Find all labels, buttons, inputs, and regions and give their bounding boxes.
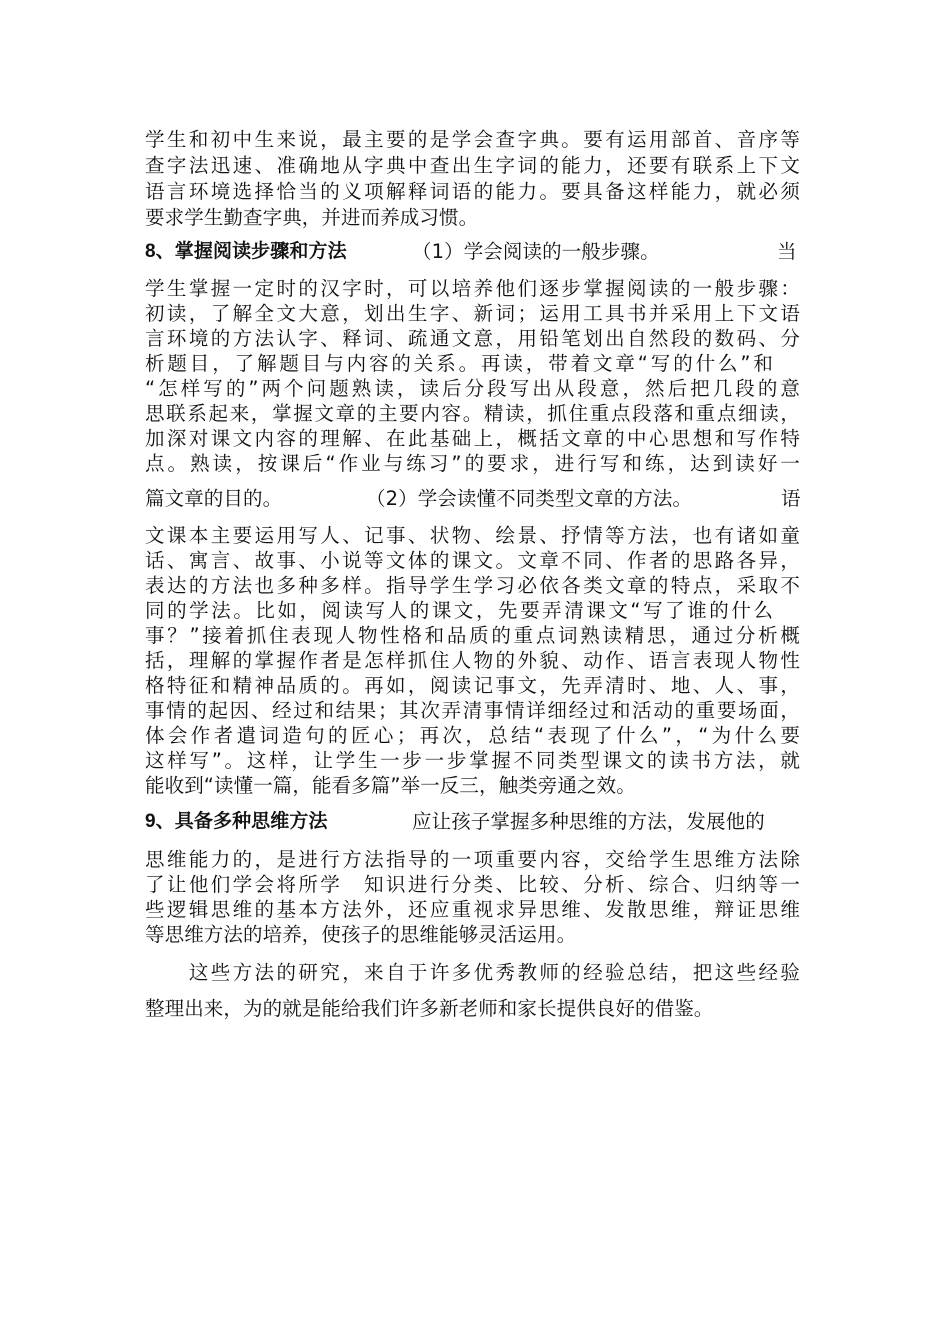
- paragraph-line: 当: [777, 240, 797, 263]
- paragraph-line: 表达的方法也多种多样。指导学生学习必依各类文章的特点，采取不: [145, 574, 800, 597]
- paragraph-line: 能收到“读懂一篇，能看多篇”举一反三，触类旁通之效。: [145, 774, 636, 797]
- section-heading-9: 9、具备多种思维方法: [145, 811, 328, 832]
- paragraph-line: 了让他们学会将所学 知识进行分类、比较、分析、综合、归纳等一: [145, 873, 800, 896]
- paragraph-line: 事情的起因、经过和结果；其次弄清事情详细经过和活动的重要场面，: [145, 699, 800, 722]
- paragraph-line: 学生掌握一定时的汉字时，可以培养他们逐步掌握阅读的一般步骤：: [145, 277, 800, 300]
- paragraph-line: 话、寓言、故事、小说等文体的课文。文章不同、作者的思路各异，: [145, 549, 800, 572]
- paragraph-line: 加深对课文内容的理解、在此基础上，概括文章的中心思想和写作特: [145, 427, 800, 450]
- paragraph-line: 语: [781, 487, 801, 510]
- paragraph-line: 等思维方法的培养，使孩子的思维能够灵活运用。: [145, 923, 577, 946]
- paragraph-line: 语言环境选择恰当的义项解释词语的能力。要具备这样能力，就必须: [145, 180, 800, 203]
- paragraph-line: 整理出来，为的就是能给我们许多新老师和家长提供良好的借鉴。: [145, 997, 714, 1020]
- paragraph-line: 学生和初中生来说，最主要的是学会查字典。要有运用部首、音序等: [145, 128, 800, 151]
- paragraph-line: 思联系起来，掌握文章的主要内容。精读，抓住重点段落和重点细读，: [145, 402, 800, 425]
- paragraph-line: 这样写”。这样，让学生一步一步掌握不同类型课文的读书方法，就: [145, 749, 800, 772]
- subheading-text-types: （2）学会读懂不同类型文章的方法。: [366, 487, 693, 510]
- paragraph-line: 些逻辑思维的基本方法外，还应重视求异思维、发散思维，辩证思维: [145, 898, 800, 921]
- paragraph-line: “怎样写的”两个问题熟读，读后分段写出从段意，然后把几段的意: [145, 377, 800, 400]
- paragraph-line: 查字法迅速、准确地从字典中查出生字词的能力，还要有联系上下文: [145, 154, 800, 177]
- paragraph-line: 初读，了解全文大意，划出生字、新词；运用工具书并采用上下文语: [145, 302, 800, 325]
- paragraph-line: 点。熟读，按课后“作业与练习”的要求，进行写和练，达到读好一: [145, 452, 800, 475]
- paragraph-line: 同的学法。比如，阅读写人的课文，先要弄清课文“写了谁的什么: [145, 599, 773, 622]
- paragraph-line: 这些方法的研究，来自于许多优秀教师的经验总结，把这些经验: [145, 961, 800, 984]
- paragraph-line: 应让孩子掌握多种思维的方法，发展他的: [412, 810, 765, 833]
- paragraph-line: 体会作者遣词造句的匠心；再次，总结“表现了什么”，“为什么要: [145, 724, 800, 747]
- paragraph-line: 言环境的方法认字、释词、疏通文意，用铅笔划出自然段的数码、分: [145, 327, 800, 350]
- paragraph-line: 篇文章的目的。: [145, 487, 283, 510]
- paragraph-line: 要求学生勤查字典，并进而养成习惯。: [145, 206, 479, 229]
- paragraph-line: 析题目，了解题目与内容的关系。再读，带着文章“写的什么”和: [145, 352, 773, 375]
- paragraph-line: 事？”接着抓住表现人物性格和品质的重点词熟读精思，通过分析概: [145, 624, 800, 647]
- paragraph-line: 思维能力的，是进行方法指导的一项重要内容，交给学生思维方法除: [145, 848, 800, 871]
- section-heading-8: 8、掌握阅读步骤和方法: [145, 241, 347, 262]
- paragraph-line: 格特征和精神品质的。再如，阅读记事文，先弄清时、地、人、事，: [145, 674, 800, 697]
- paragraph-line: 文课本主要运用写人、记事、状物、绘景、抒情等方法，也有诸如童: [145, 524, 800, 547]
- paragraph-line: 括，理解的掌握作者是怎样抓住人物的外貌、动作、语言表现人物性: [145, 649, 800, 672]
- subheading-reading-steps: （1）学会阅读的一般步骤。: [412, 240, 660, 263]
